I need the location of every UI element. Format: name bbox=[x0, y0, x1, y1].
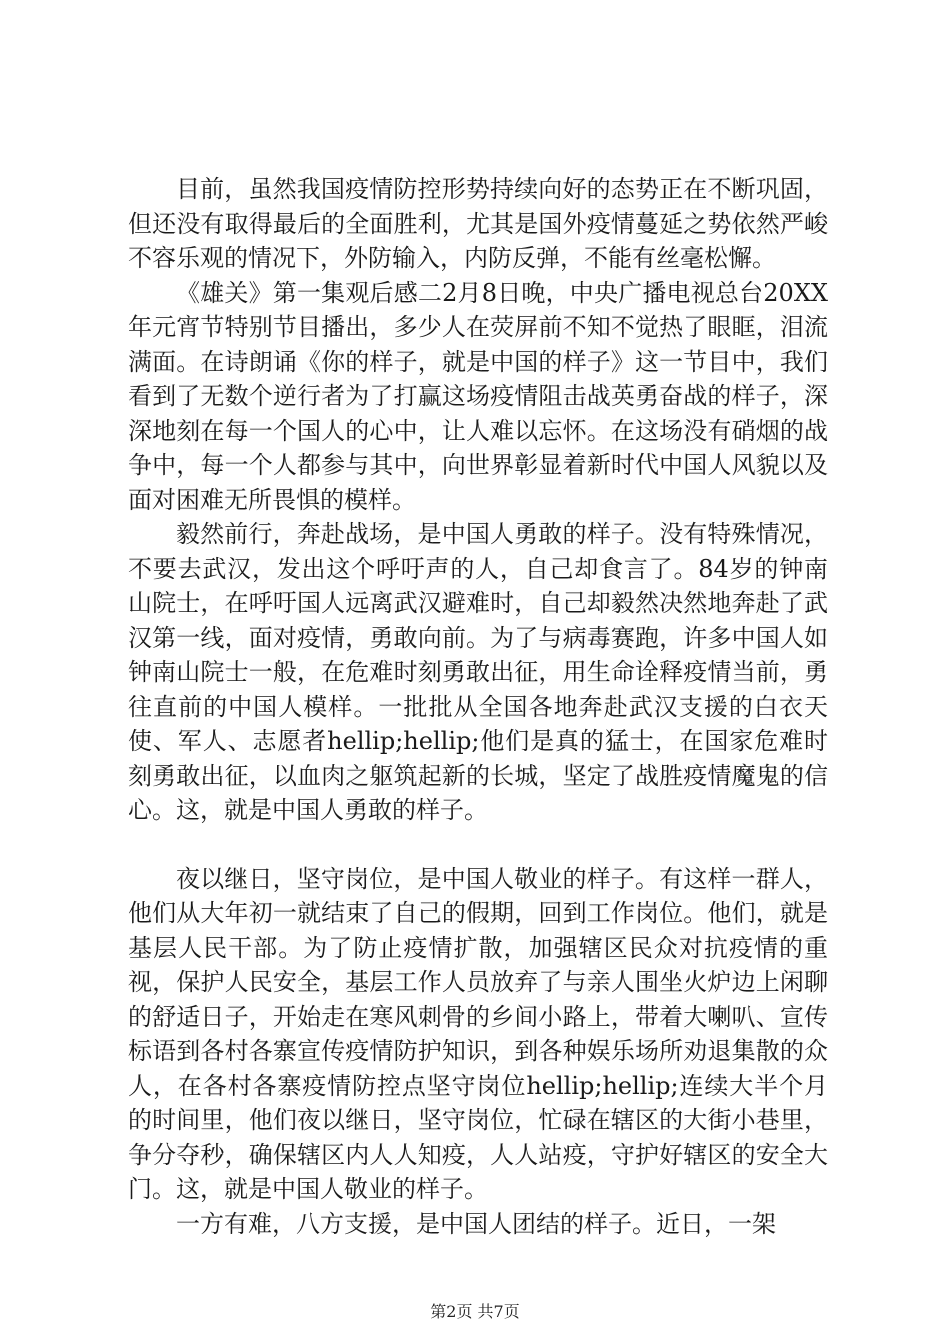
paragraph-4: 夜以继日，坚守岗位，是中国人敬业的样子。有这样一群人，他们从大年初一就结束了自己的假期，回到工作岗位。他们，就是基层人民干部。为了防止疫情扩散，加强辖区民众对抗疫情的重视，保护人民安全，基层工作人员放弃了与亲人围坐火炉边上闲聊的舒适日子，开始走在寒风刺骨的乡间小路上，带着大喇叭、宣传标语到各村各寨宣传疫情防护知识，到各种娱乐场所劝退集散的众人，在各村各寨疫情防控点坚守岗位hellip;hellip;连续大半个月的时间里，他们夜以继日，坚守岗位，忙碌在辖区的大街小巷里，争分夺秒，确保辖区内人人知疫，人人站疫，守护好辖区的安全大门。这，就是中国人敬业的样子。 bbox=[128, 864, 828, 1203]
paragraph-3: 毅然前行，奔赴战场，是中国人勇敢的样子。没有特殊情况，不要去武汉，发出这个呼吁声的人，自己却食言了。84岁的钟南山院士，在呼吁国人远离武汉避难时，自己却毅然决然地奔赴了武汉第一线，面对疫情，勇敢向前。为了与病毒赛跑，许多中国人如钟南山院士一般，在危难时刻勇敢出征，用生命诠释疫情当前，勇往直前的中国人模样。一批批从全国各地奔赴武汉支援的白衣天使、军人、志愿者hellip;hellip;他们是真的猛士，在国家危难时刻勇敢出征，以血肉之躯筑起新的长城，坚定了战胜疫情魔鬼的信心。这，就是中国人勇敢的样子。 bbox=[128, 520, 828, 824]
page-number-footer: 第2页 共7页 bbox=[430, 1302, 520, 1321]
paragraph-5: 一方有难，八方支援，是中国人团结的样子。近日，一架 bbox=[176, 1209, 776, 1238]
paragraph-2: 《雄关》第一集观后感二2月8日晚，中央广播电视总台20XX年元宵节特别节目播出，多少人在荧屏前不知不觉热了眼眶，泪流满面。在诗朗诵《你的样子，就是中国的样子》这一节目中，我们看到了无数个逆行者为了打赢这场疫情阻击战英勇奋战的样子，深深地刻在每一个国人的心中，让人难以忘怀。在这场没有硝烟的战争中，每一个人都参与其中，向世界彰显着新时代中国人风貌以及面对困难无所畏惧的模样。 bbox=[128, 278, 828, 514]
document-body bbox=[128, 172, 828, 1241]
paragraph-1: 目前，虽然我国疫情防控形势持续向好的态势正在不断巩固，但还没有取得最后的全面胜利，尤其是国外疫情蔓延之势依然严峻不容乐观的情况下，外防输入，内防反弹，不能有丝毫松懈。 bbox=[128, 175, 828, 272]
